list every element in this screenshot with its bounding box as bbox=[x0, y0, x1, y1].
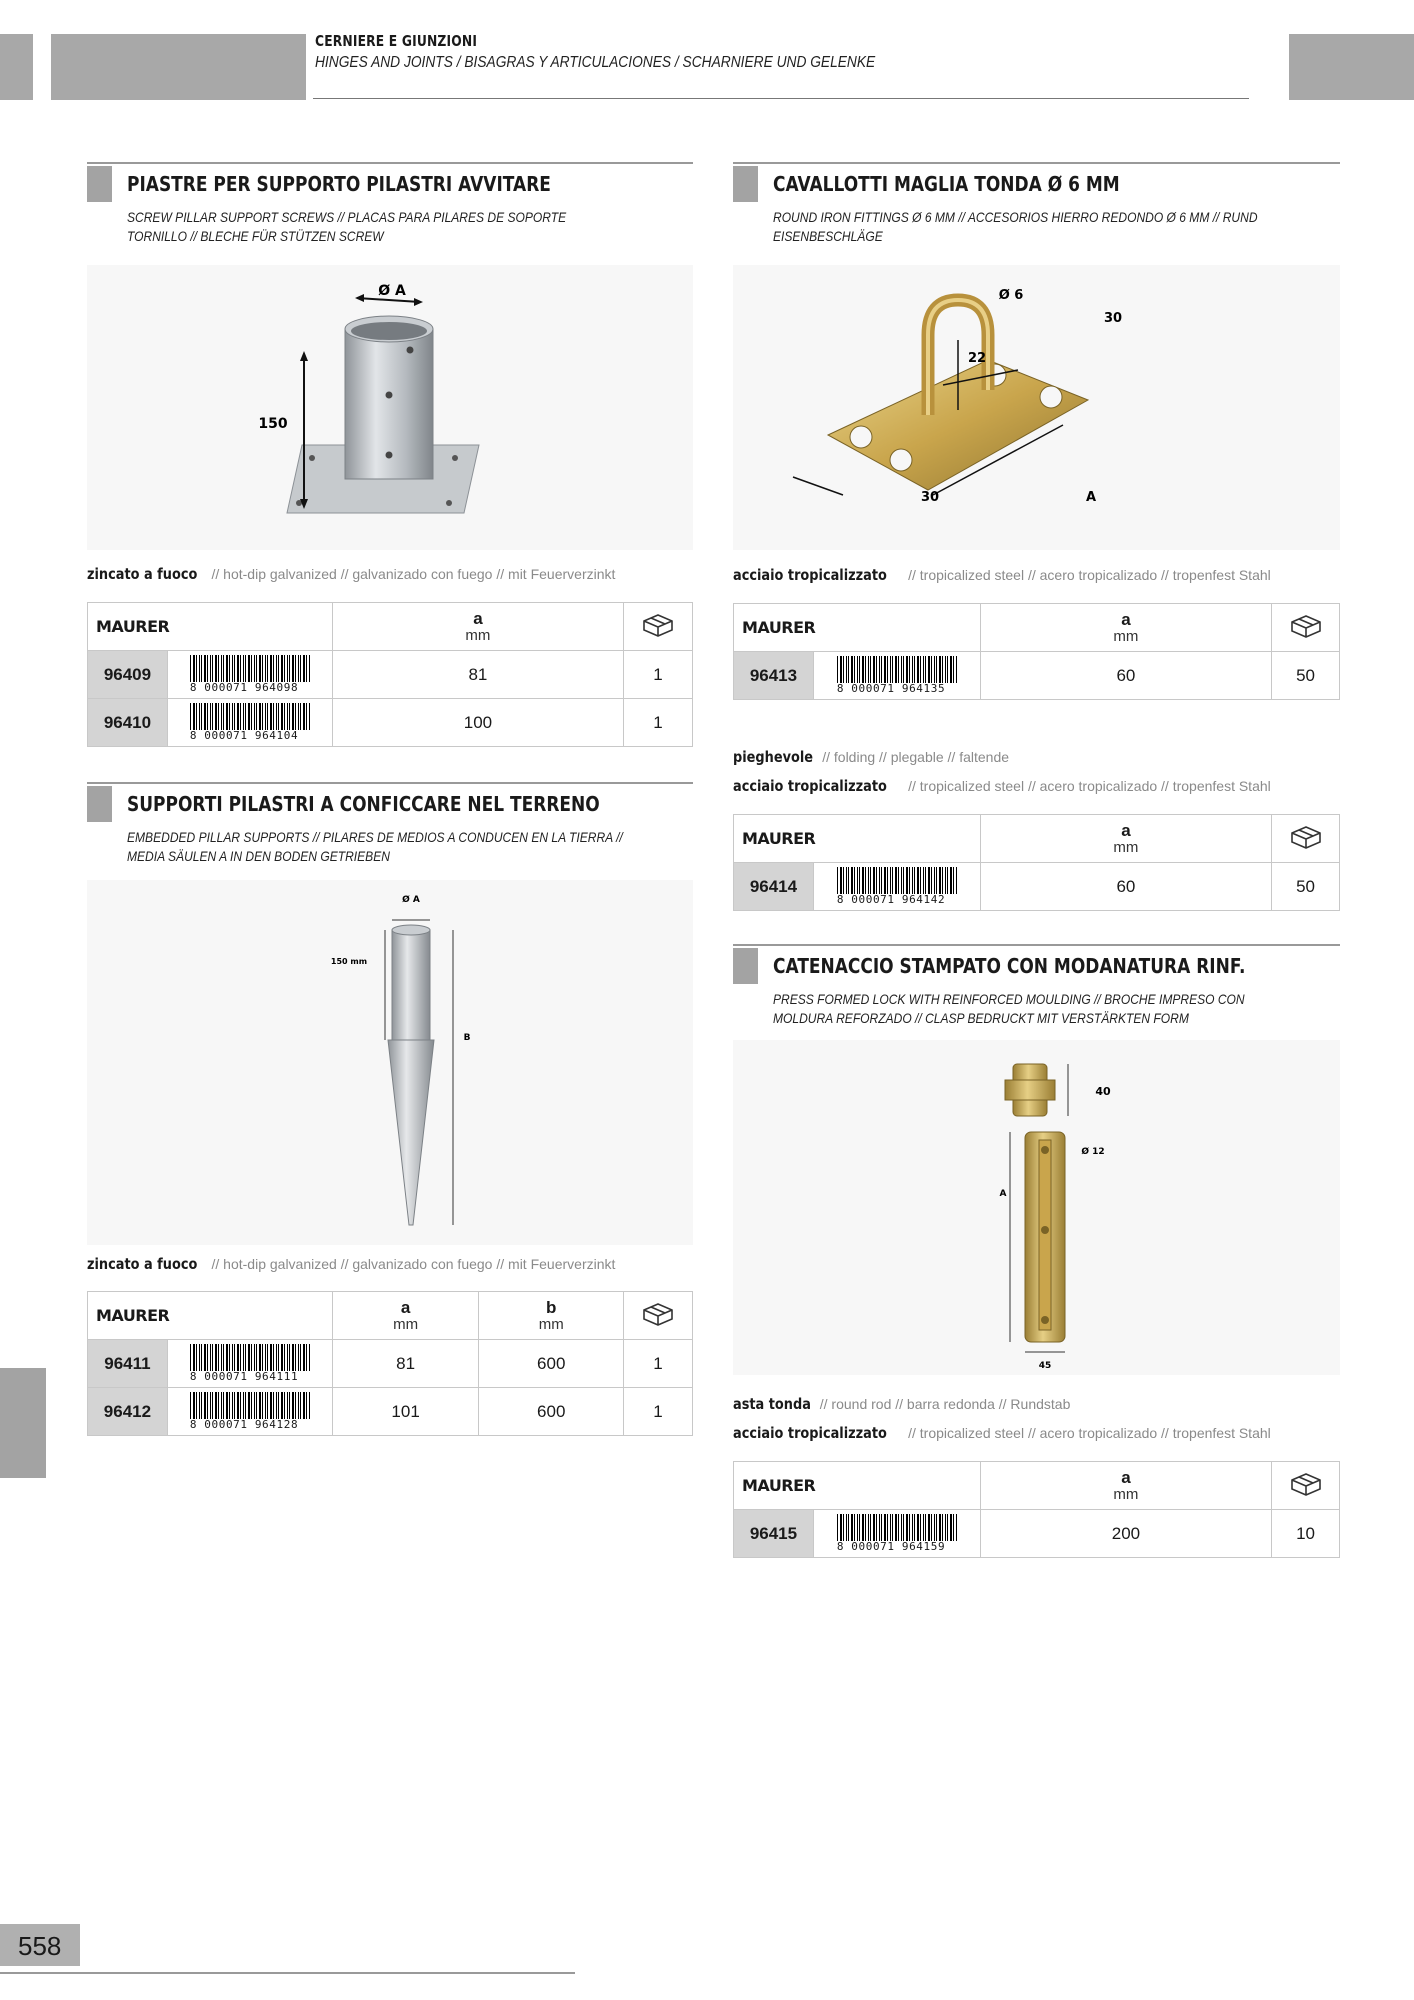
pack-quantity: 1 bbox=[624, 1388, 693, 1436]
feature-label bbox=[733, 748, 1009, 766]
brand-logo: MAURER bbox=[734, 604, 981, 652]
product-code: 96414 bbox=[734, 863, 814, 911]
table-row bbox=[734, 652, 1340, 700]
pack-quantity: 50 bbox=[1272, 863, 1340, 911]
dimension-a: 200 bbox=[980, 1510, 1271, 1558]
dimension-a: 60 bbox=[980, 652, 1271, 700]
dimension-label-45: 45 bbox=[1038, 1361, 1052, 1371]
section-marker bbox=[87, 786, 112, 822]
dimension-label-b: B bbox=[463, 1033, 471, 1043]
brand-logo: MAURER bbox=[88, 603, 333, 651]
barcode: 8 000071 964104 bbox=[167, 699, 332, 747]
pack-quantity: 1 bbox=[624, 651, 693, 699]
dimension-a: 101 bbox=[332, 1388, 479, 1436]
dimension-label-diameter: Ø 12 bbox=[1081, 1147, 1105, 1157]
section-subtitle: ROUND IRON FITTINGS Ø 6 MM // ACCESORIOS HIERRO REDONDO Ø 6 MM // RUND EISENBESCHLÄGE bbox=[773, 209, 1258, 244]
dimension-label-height: 150 mm bbox=[330, 957, 368, 966]
feature-translations: // folding // plegable // faltende bbox=[822, 749, 1010, 765]
brand-logo: MAURER bbox=[88, 1292, 333, 1340]
product-code: 96409 bbox=[88, 651, 168, 699]
section-pillar-support-screw bbox=[87, 162, 693, 262]
barcode: 8 000071 964142 bbox=[813, 863, 980, 911]
dimension-label-width: 30 bbox=[920, 490, 940, 505]
product-table-folding-fitting bbox=[733, 814, 1340, 911]
dimension-label-a: A bbox=[1085, 490, 1097, 505]
section-title: SUPPORTI PILASTRI A CONFICCARE NEL TERRENO bbox=[127, 792, 600, 816]
material-label bbox=[733, 777, 1271, 795]
section-rule bbox=[87, 782, 693, 784]
section-subtitle: PRESS FORMED LOCK WITH REINFORCED MOULDING // BROCHE IMPRESO CON MOLDURA REFORZADO // CLASP BEDRUCKT MIT VERSTÄRKTEN FORM bbox=[773, 991, 1245, 1026]
dimension-label-30: 30 bbox=[1103, 311, 1123, 326]
product-image-pillar-support bbox=[87, 265, 693, 550]
section-title: CAVALLOTTI MAGLIA TONDA Ø 6 MM bbox=[773, 172, 1120, 196]
header-title-block bbox=[51, 34, 306, 100]
column-header-a: a mm bbox=[980, 815, 1271, 863]
section-subtitle: EMBEDDED PILLAR SUPPORTS // PILARES DE MEDIOS A CONDUCEN EN LA TIERRA // MEDIA SÄULEN A IN DEN BODEN GETRIEBEN bbox=[127, 829, 623, 864]
dimension-a: 81 bbox=[332, 1340, 479, 1388]
column-header-a: a mm bbox=[980, 604, 1271, 652]
material-label bbox=[733, 1424, 1271, 1442]
section-round-iron-fittings bbox=[733, 162, 1340, 262]
header-left-tab bbox=[0, 34, 33, 100]
product-code: 96415 bbox=[734, 1510, 814, 1558]
product-table-press-formed-lock bbox=[733, 1461, 1340, 1558]
product-table-round-iron-fitting bbox=[733, 603, 1340, 700]
package-icon bbox=[624, 603, 693, 651]
material-name: zincato a fuoco bbox=[87, 565, 198, 583]
chapter-side-tab bbox=[0, 1368, 46, 1478]
product-code: 96412 bbox=[88, 1388, 168, 1436]
table-row bbox=[88, 699, 693, 747]
page-number: 558 bbox=[18, 1931, 62, 1961]
material-name: acciaio tropicalizzato bbox=[733, 777, 887, 795]
package-icon bbox=[1272, 815, 1340, 863]
column-header-a: a mm bbox=[332, 1292, 479, 1340]
barcode: 8 000071 964111 bbox=[167, 1340, 332, 1388]
material-name: acciaio tropicalizzato bbox=[733, 1424, 887, 1442]
section-rule bbox=[733, 944, 1340, 946]
section-embedded-pillar-support bbox=[87, 782, 693, 882]
product-code: 96410 bbox=[88, 699, 168, 747]
pack-quantity: 1 bbox=[624, 1340, 693, 1388]
barcode: 8 000071 964159 bbox=[813, 1510, 980, 1558]
material-translations: // hot-dip galvanized // galvanizado con fuego // mit Feuerverzinkt bbox=[211, 1256, 616, 1272]
page-category-title: CERNIERE E GIUNZIONI bbox=[315, 32, 478, 50]
package-icon bbox=[1272, 1462, 1340, 1510]
barcode: 8 000071 964135 bbox=[813, 652, 980, 700]
feature-name: asta tonda bbox=[733, 1395, 811, 1413]
dimension-label-a: A bbox=[999, 1189, 1007, 1199]
column-header-a: a mm bbox=[332, 603, 623, 651]
feature-name: pieghevole bbox=[733, 748, 814, 766]
table-row bbox=[88, 1388, 693, 1436]
product-image-press-formed-lock bbox=[733, 1040, 1340, 1375]
brand-logo: MAURER bbox=[734, 1462, 981, 1510]
dimension-label-height: 150 bbox=[258, 416, 288, 432]
dimension-label-22: 22 bbox=[967, 351, 987, 366]
section-marker bbox=[733, 166, 758, 202]
material-name: zincato a fuoco bbox=[87, 1255, 198, 1273]
table-row bbox=[88, 651, 693, 699]
material-translations: // tropicalized steel // acero tropicalizado // tropenfest Stahl bbox=[908, 567, 1271, 583]
product-code: 96413 bbox=[734, 652, 814, 700]
header-divider bbox=[313, 98, 1249, 99]
package-icon bbox=[1272, 604, 1340, 652]
material-label bbox=[87, 1255, 615, 1273]
product-table-embedded-support bbox=[87, 1291, 693, 1436]
table-row bbox=[88, 1340, 693, 1388]
material-translations: // tropicalized steel // acero tropicalizado // tropenfest Stahl bbox=[908, 1425, 1271, 1441]
section-press-formed-lock bbox=[733, 944, 1340, 1044]
section-rule bbox=[733, 162, 1340, 164]
barcode: 8 000071 964128 bbox=[167, 1388, 332, 1436]
product-table-pillar-support bbox=[87, 602, 693, 747]
pack-quantity: 10 bbox=[1272, 1510, 1340, 1558]
feature-label bbox=[733, 1395, 1070, 1413]
feature-translations: // round rod // barra redonda // Rundstab bbox=[819, 1396, 1071, 1412]
section-title: PIASTRE PER SUPPORTO PILASTRI AVVITARE bbox=[127, 172, 551, 196]
dimension-label-diameter: Ø 6 bbox=[998, 288, 1024, 303]
table-row bbox=[734, 1510, 1340, 1558]
material-translations: // hot-dip galvanized // galvanizado con fuego // mit Feuerverzinkt bbox=[211, 566, 616, 582]
header-right-tab bbox=[1289, 34, 1414, 100]
section-marker bbox=[87, 166, 112, 202]
product-image-round-iron-fitting bbox=[733, 265, 1340, 550]
dimension-a: 60 bbox=[980, 863, 1271, 911]
dimension-a: 100 bbox=[332, 699, 623, 747]
pack-quantity: 50 bbox=[1272, 652, 1340, 700]
page-category-subtitle: HINGES AND JOINTS / BISAGRAS Y ARTICULACIONES / SCHARNIERE UND GELENKE bbox=[315, 54, 876, 71]
dimension-label-40: 40 bbox=[1095, 1085, 1111, 1098]
section-rule bbox=[87, 162, 693, 164]
barcode: 8 000071 964098 bbox=[167, 651, 332, 699]
table-row bbox=[734, 863, 1340, 911]
footer-divider bbox=[0, 1972, 575, 1974]
column-header-b: b mm bbox=[479, 1292, 624, 1340]
section-subtitle: SCREW PILLAR SUPPORT SCREWS // PLACAS PARA PILARES DE SOPORTE TORNILLO // BLECHE FÜR STÜTZEN SCREW bbox=[127, 209, 567, 244]
material-name: acciaio tropicalizzato bbox=[733, 566, 887, 584]
brand-logo: MAURER bbox=[734, 815, 981, 863]
package-icon bbox=[624, 1292, 693, 1340]
material-label bbox=[733, 566, 1271, 584]
dimension-a: 81 bbox=[332, 651, 623, 699]
material-label bbox=[87, 565, 615, 583]
product-code: 96411 bbox=[88, 1340, 168, 1388]
dimension-label-a: Ø A bbox=[378, 283, 406, 299]
pack-quantity: 1 bbox=[624, 699, 693, 747]
dimension-b: 600 bbox=[479, 1340, 624, 1388]
dimension-label-a: Ø A bbox=[402, 895, 420, 905]
section-marker bbox=[733, 948, 758, 984]
material-translations: // tropicalized steel // acero tropicalizado // tropenfest Stahl bbox=[908, 778, 1271, 794]
product-image-embedded-support bbox=[87, 880, 693, 1245]
column-header-a: a mm bbox=[980, 1462, 1271, 1510]
section-title: CATENACCIO STAMPATO CON MODANATURA RINF. bbox=[773, 954, 1246, 978]
dimension-b: 600 bbox=[479, 1388, 624, 1436]
